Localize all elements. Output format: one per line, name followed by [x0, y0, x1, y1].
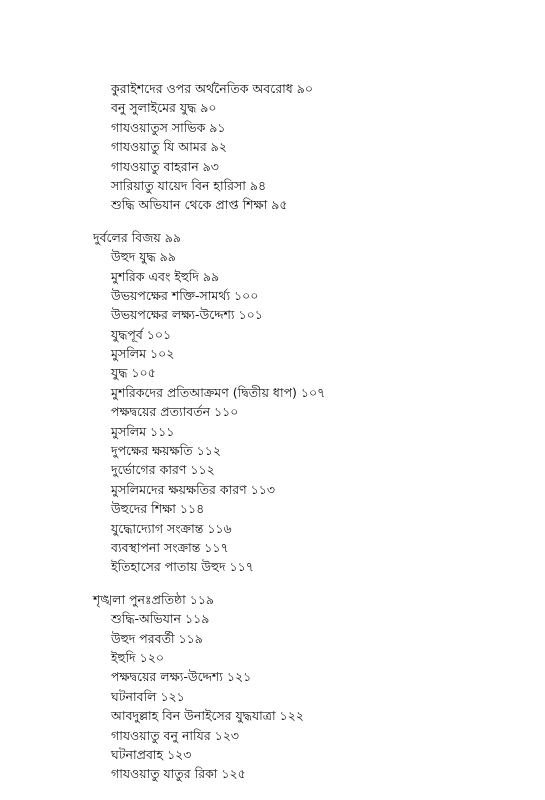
toc-entry: বনু সুলাইমের যুদ্ধ ৯০	[111, 100, 217, 116]
toc-entry: ঘটনাবলি ১২১	[111, 688, 185, 704]
toc-entry: মুসলিমদের ক্ষয়ক্ষতির কারণ ১১৩	[111, 481, 276, 497]
toc-entry: উহুদ যুদ্ধ ৯৯	[111, 249, 176, 265]
toc-entry: গাযওয়াতু যি আমর ৯২	[111, 139, 227, 155]
toc-entry: পক্ষদ্বয়ের প্রত্যাবর্তন ১১০	[111, 404, 239, 420]
toc-entry: দুর্ভোগের কারণ ১১২	[111, 462, 215, 478]
toc-entry: ব্যবস্থাপনা সংক্রান্ত ১১৭	[111, 539, 229, 555]
section-gap	[93, 577, 513, 590]
toc-entry: যুদ্ধ ১০৫	[111, 365, 156, 381]
toc-entry: ইতিহাসের পাতায় উহুদ ১১৭	[111, 559, 254, 575]
toc-entry: পক্ষদ্বয়ের লক্ষ্য-উদ্দেশ্য ১২১	[111, 669, 252, 685]
toc-chapter-heading: দুর্বলের বিজয় ৯৯	[93, 229, 181, 245]
table-of-contents	[93, 79, 513, 784]
toc-entry: যুদ্ধপূর্ব ১০১	[111, 326, 172, 342]
toc-entry: মুশরিক এবং ইহুদি ৯৯	[111, 268, 220, 284]
toc-entry: মুশরিকদের প্রতিআক্রমণ (দ্বিতীয় ধাপ) ১০৭	[111, 384, 326, 400]
toc-entry: আবদুল্লাহ বিন উনাইসের যুদ্ধযাত্রা ১২২	[111, 708, 304, 724]
toc-entry: উহুদ পরবর্তী ১১৯	[111, 630, 203, 646]
toc-entry: উভয়পক্ষের লক্ষ্য-উদ্দেশ্য ১০১	[111, 307, 263, 323]
toc-entry: সারিয়াতু যায়েদ বিন হারিসা ৯৪	[111, 177, 267, 193]
toc-entry: গাযওয়াতু যাতুর রিকা ১২৫	[111, 766, 246, 782]
toc-chapter-heading: শৃঙ্খলা পুনঃপ্রতিষ্ঠা ১১৯	[93, 591, 215, 607]
toc-entry: শুদ্ধি-অভিযান ১১৯	[111, 611, 210, 627]
toc-entry: গাযওয়াতু বাহরান ৯৩	[111, 158, 219, 174]
toc-entry: কুরাইশদের ওপর অর্থনৈতিক অবরোধ ৯০	[111, 81, 313, 96]
toc-entry: মুসলিম ১০২	[111, 346, 175, 362]
toc-entry: দুপক্ষের ক্ষয়ক্ষতি ১১২	[111, 443, 221, 459]
toc-entry: উহুদের শিক্ষা ১১৪	[111, 501, 205, 517]
toc-entry: গাযওয়াতু বনু নাযির ১২৩	[111, 727, 240, 743]
section-gap	[93, 215, 513, 228]
toc-entry: ঘটনাপ্রবাহ ১২৩	[111, 746, 192, 762]
toc-entry: ইহুদি ১২০	[111, 649, 164, 665]
toc-entry: উভয়পক্ষের শক্তি-সামর্থ্য ১০০	[111, 287, 259, 303]
toc-entry: যুদ্ধোদ্যোগ সংক্রান্ত ১১৬	[111, 520, 232, 536]
toc-entry: মুসলিম ১১১	[111, 423, 175, 439]
toc-entry: শুদ্ধি অভিযান থেকে প্রাপ্ত শিক্ষা ৯৫	[111, 197, 288, 213]
toc-entry: গাযওয়াতুস সাভিক ৯১	[111, 119, 226, 135]
